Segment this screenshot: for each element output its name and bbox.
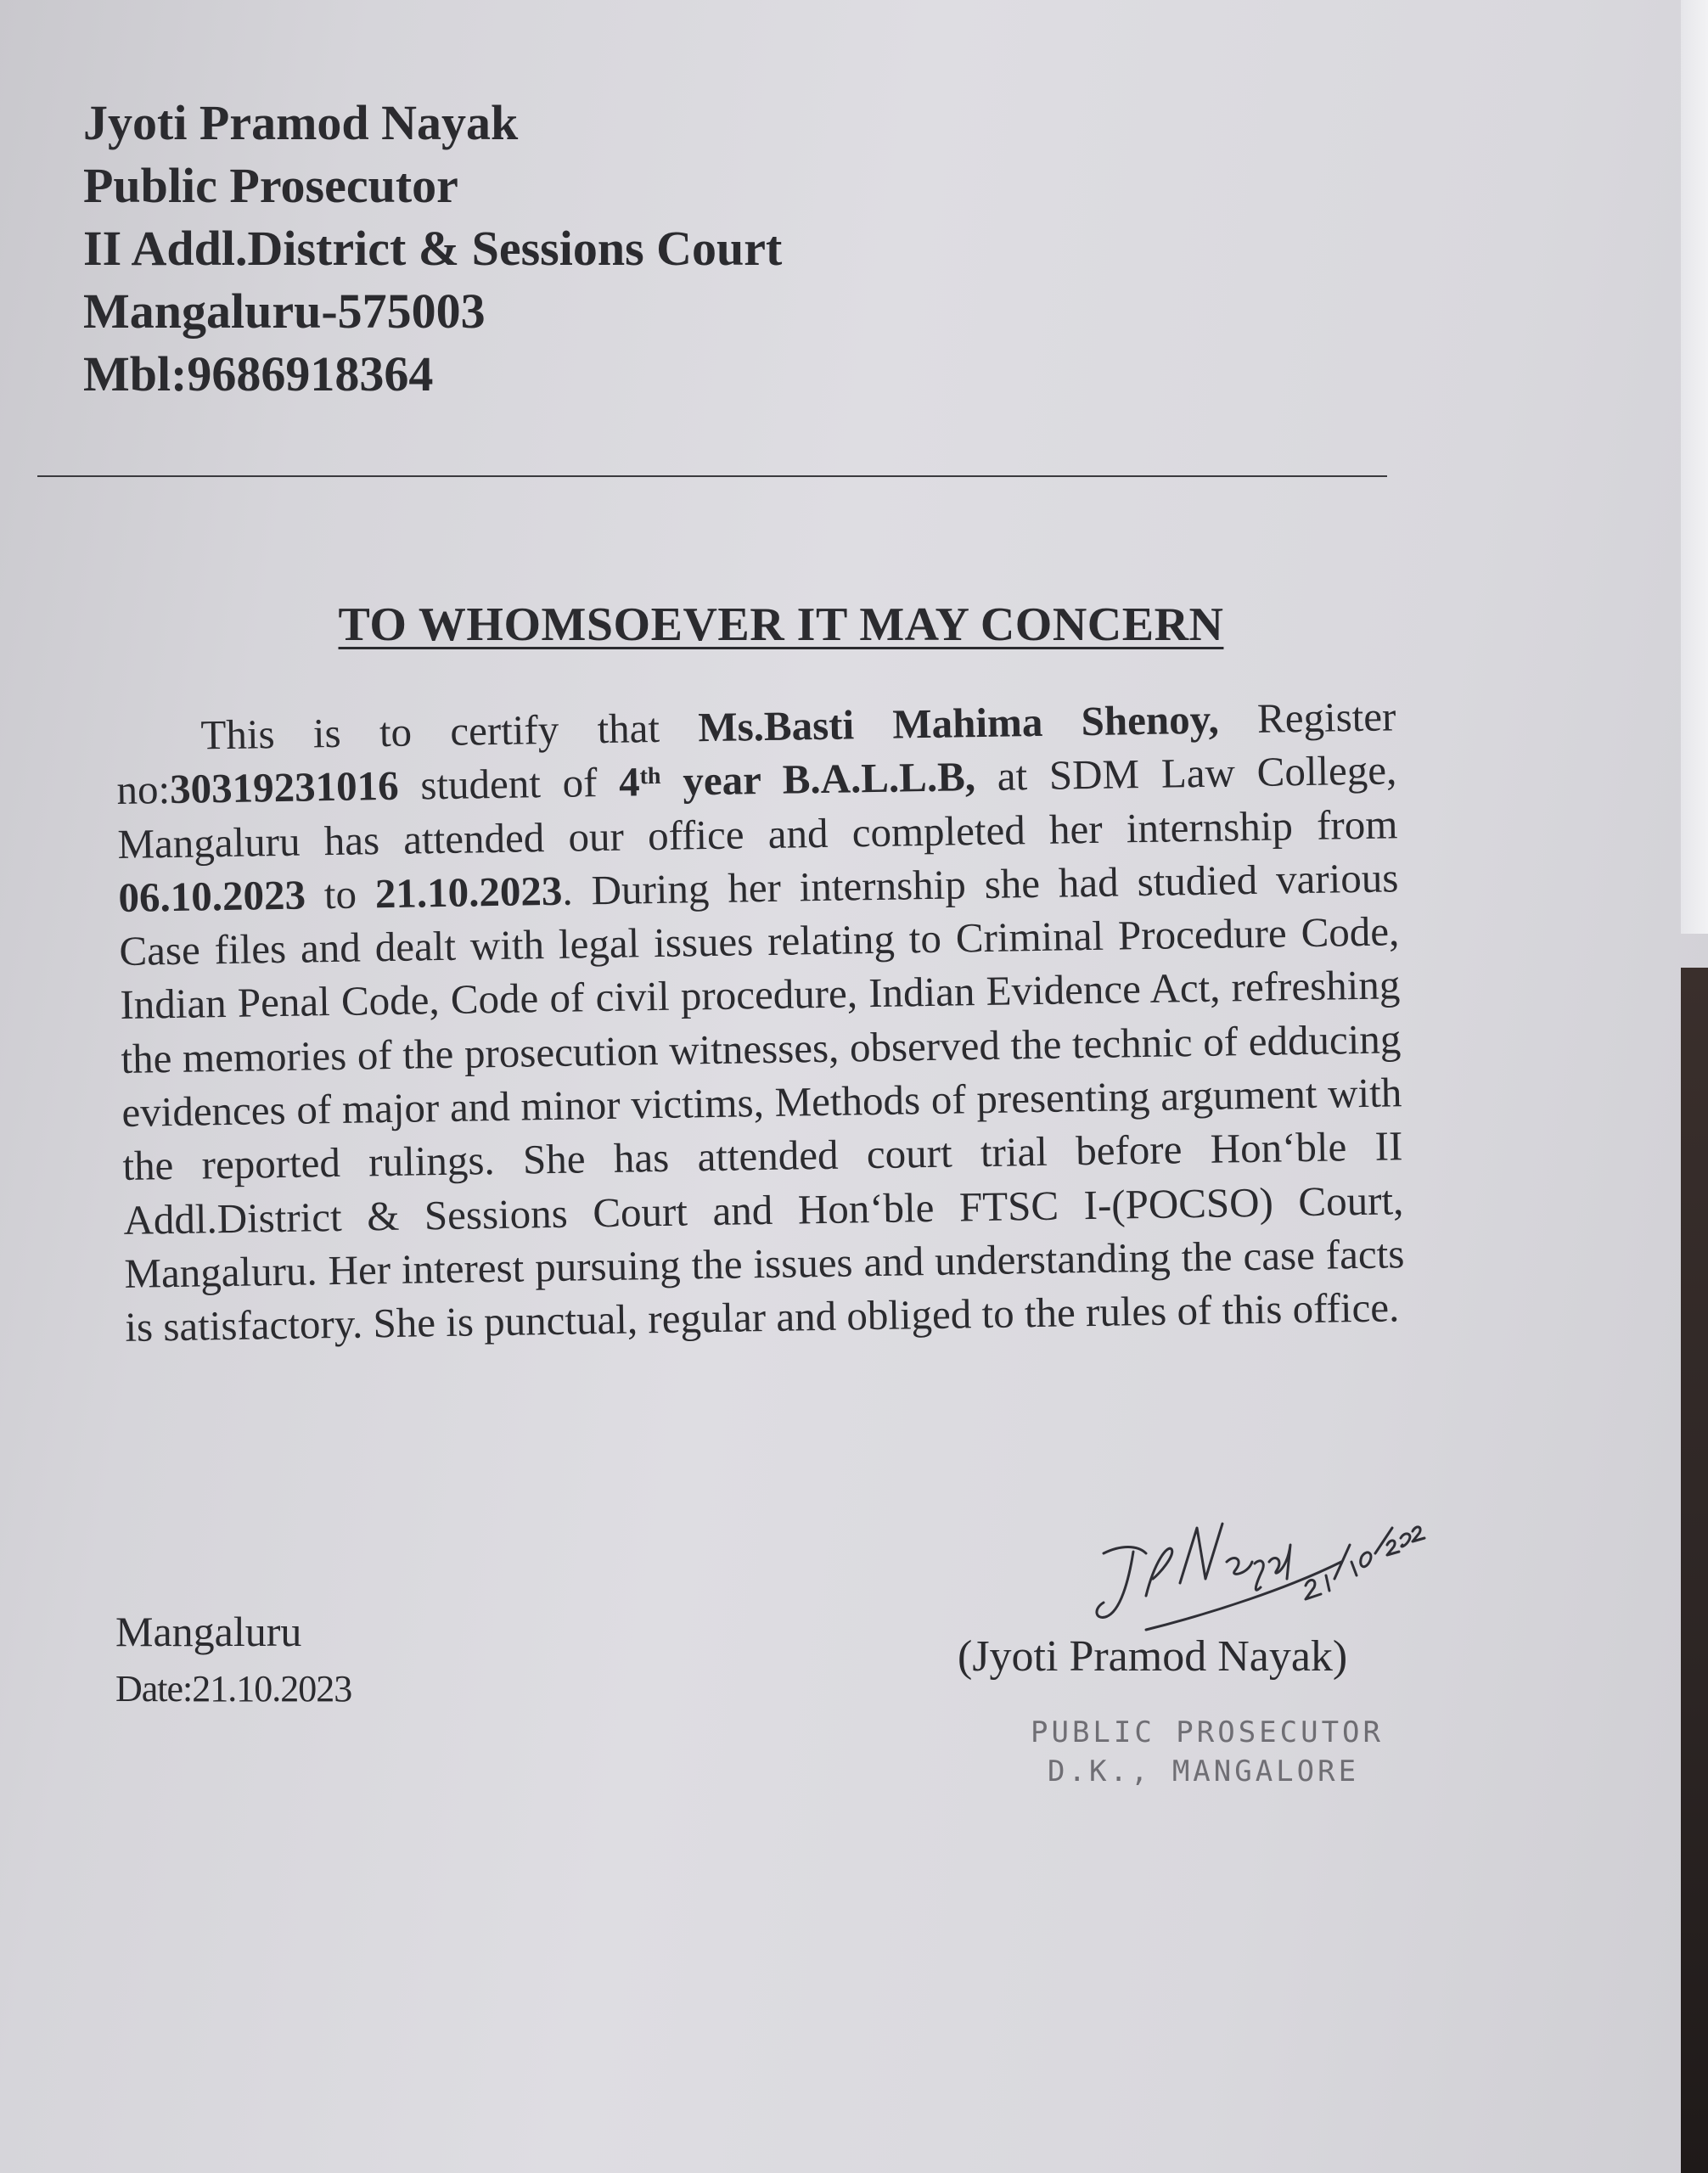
to-text: to bbox=[305, 870, 376, 918]
letterhead bbox=[83, 92, 782, 406]
sender-designation: Public Prosecutor bbox=[83, 158, 458, 213]
issue-date: Date:21.10.2023 bbox=[115, 1668, 352, 1710]
body-rest: . During her internship she had studied various Case files and dealt with legal issues relating to Criminal Procedure Code, Indian Penal Code, Code of civil procedure, Indian Evidence Act, refreshing the memories of the prosecution witnesses, observed the technic of edducing evidences of major and minor victims, Methods of presenting argument with the reported rulings. She has attended court trial before Hon‘ble II Addl.District & Sessions Court and Hon‘ble FTSC I-(POCSO) Court, Mangaluru. Her interest pursuing the issues and understanding the case facts is satisfactory. She is punctual, regular and obliged to the rules of this office. bbox=[119, 854, 1405, 1351]
student-name: Ms.Basti Mahima Shenoy, bbox=[697, 695, 1220, 751]
student-of-text: student of bbox=[398, 758, 620, 810]
internship-start-date: 06.10.2023 bbox=[118, 871, 306, 921]
sender-name: Jyoti Pramod Nayak bbox=[83, 95, 519, 150]
stamp-line-2: D.K., MANGALORE bbox=[1048, 1755, 1360, 1788]
register-number: 30319231016 bbox=[169, 762, 400, 813]
signatory-name: (Jyoti Pramod Nayak) bbox=[958, 1632, 1348, 1681]
college-text: at SDM Law College, Mangaluru has attended our office and completed her internship from bbox=[117, 746, 1398, 868]
sender-mobile: Mbl:9686918364 bbox=[83, 346, 434, 401]
body-intro: This is to certify that bbox=[200, 704, 699, 759]
body-paragraph bbox=[115, 689, 1406, 1354]
sender-city: Mangaluru-575003 bbox=[83, 284, 486, 339]
register-label: Register no: bbox=[116, 693, 1396, 814]
adjacent-page-edge bbox=[1681, 0, 1708, 934]
course-name: year B.A.L.L.B, bbox=[660, 753, 976, 806]
sender-court: II Addl.District & Sessions Court bbox=[83, 221, 783, 276]
course-year bbox=[619, 753, 976, 806]
certificate-body bbox=[115, 689, 1406, 1354]
stamp-line-1: PUBLIC PROSECUTOR bbox=[1031, 1715, 1384, 1749]
place: Mangaluru bbox=[115, 1608, 302, 1655]
certificate-heading: TO WHOMSOEVER IT MAY CONCERN bbox=[338, 598, 1224, 651]
header-divider bbox=[37, 475, 1387, 477]
background-surface bbox=[1681, 968, 1708, 2173]
internship-end-date: 21.10.2023 bbox=[374, 867, 563, 918]
year-suffix: th bbox=[639, 763, 661, 790]
office-stamp bbox=[1031, 1713, 1384, 1791]
year-number: 4 bbox=[618, 758, 641, 806]
handwritten-signature bbox=[1087, 1494, 1426, 1647]
